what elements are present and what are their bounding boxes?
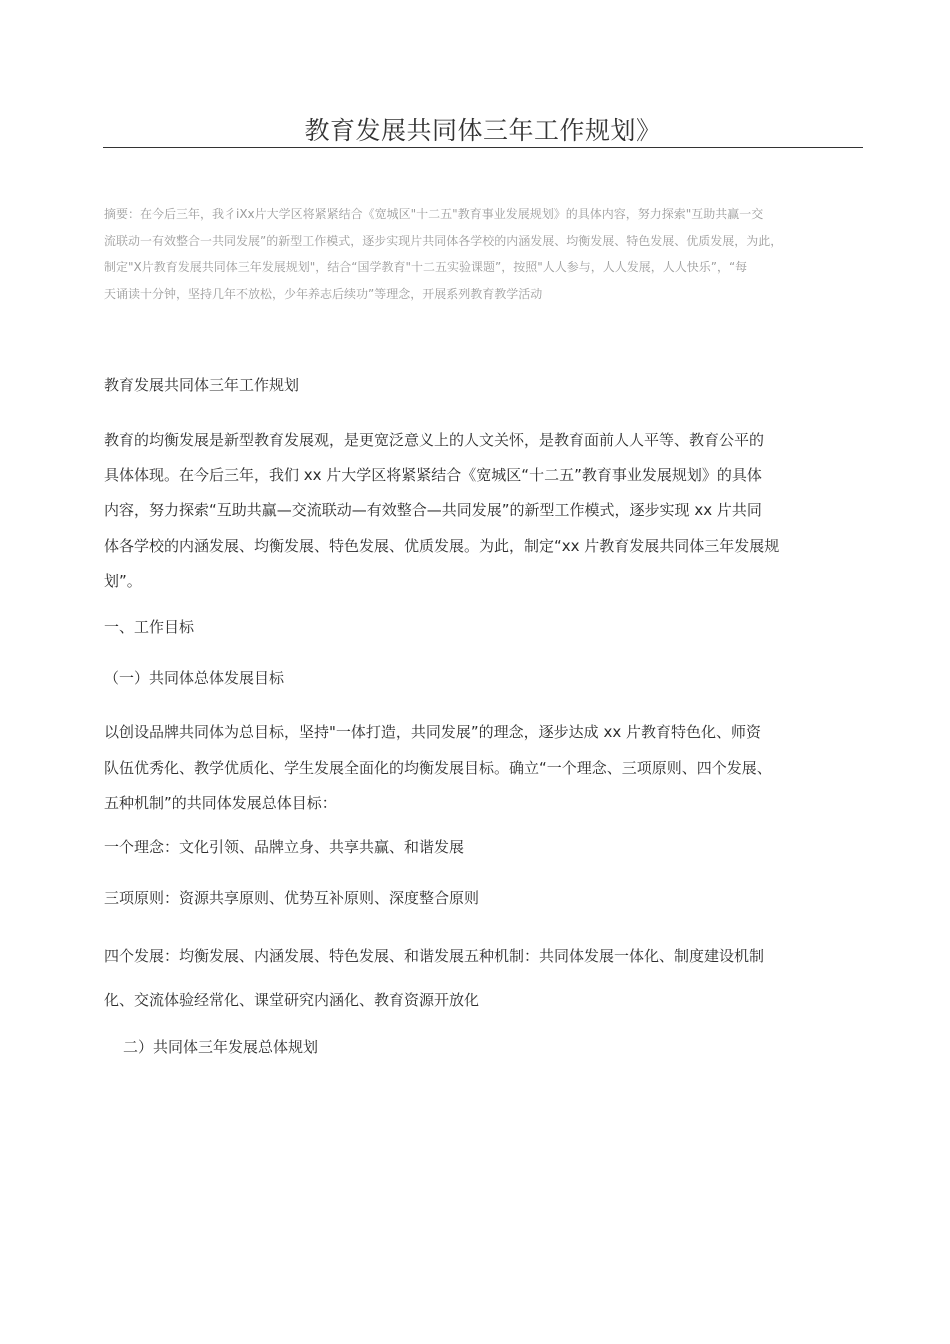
paragraph-line: 体各学校的内涵发展、均衡发展、特色发展、优质发展。为此，制定“xx 片教育发展共同体三年发展规 (104, 536, 780, 555)
goals-paragraph (104, 715, 864, 822)
item-four-developments (104, 934, 864, 1022)
abstract (104, 201, 874, 307)
paragraph-line: 教育的均衡发展是新型教育发展观，是更宽泛意义上的人文关怀，是教育面前人人平等、教育公平的 (104, 431, 765, 449)
paragraph-line: 内容，努力探索“互助共赢—交流联动—有效整合—共同发展”的新型工作模式，逐步实现 xx 片共同 (104, 501, 762, 520)
document-title: 教育发展共同体三年工作规划》 (304, 116, 662, 145)
paragraph-line: 队伍优秀化、教学优质化、学生发展全面化的均衡发展目标。确立“一个理念、三项原则、四个发展、 (104, 758, 772, 777)
item-three-principles: 三项原则：资源共享原则、优势互补原则、深度整合原则 (104, 889, 480, 907)
item-one-concept: 一个理念：文化引领、品牌立身、共享共赢、和谐发展 (104, 838, 465, 856)
paragraph-line: 五种机制”的共同体发展总体目标： (104, 794, 337, 812)
subsection-heading-three-year-plan: 二）共同体三年发展总体规划 (123, 1038, 319, 1056)
document-subtitle: 教育发展共同体三年工作规划 (104, 376, 300, 394)
paragraph-line: 以创设品牌共同体为总目标，坚持"一体打造，共同发展”的理念，逐步达成 xx 片教育特色化、师资 (104, 723, 761, 741)
abstract-line: 制定"X片教育发展共同体三年发展规划"，结合“国学教育"十二五实验课题”，按照"人人参与，人人发展，人人快乐”，“每 (104, 260, 748, 274)
intro-paragraph (104, 423, 864, 599)
section-heading-goals: 一、工作目标 (104, 618, 195, 636)
paragraph-line: 具体体现。在今后三年，我们 xx 片大学区将紧紧结合《宽城区“十二五”教育事业发展规划》的具体 (104, 466, 762, 485)
paragraph-line: 四个发展：均衡发展、内涵发展、特色发展、和谐发展五种机制：共同体发展一体化、制度建设机制 (104, 947, 765, 965)
abstract-line: 摘要：在今后三年，我彳iXx片大学区将紧紧结合《宽城区"十二五"教育事业发展规划》的具体内容，努力探索"互助共赢一交 (104, 207, 764, 221)
paragraph-line: 化、交流体验经常化、课堂研究内涵化、教育资源开放化 (104, 991, 480, 1009)
paragraph-line: 划”。 (104, 571, 142, 590)
abstract-line: 天诵读十分钟，坚持几年不放松，少年养志后续功”等理念，开展系列教育教学活动 (104, 286, 543, 301)
title-underline (103, 147, 863, 148)
abstract-line: 流联动一有效整合一共同发展”的新型工作模式，逐步实现片共同体各学校的内涵发展、均衡发展、特色发展、优质发展，为此， (104, 233, 783, 248)
subsection-heading-overall-goals: （一）共同体总体发展目标 (104, 669, 285, 687)
